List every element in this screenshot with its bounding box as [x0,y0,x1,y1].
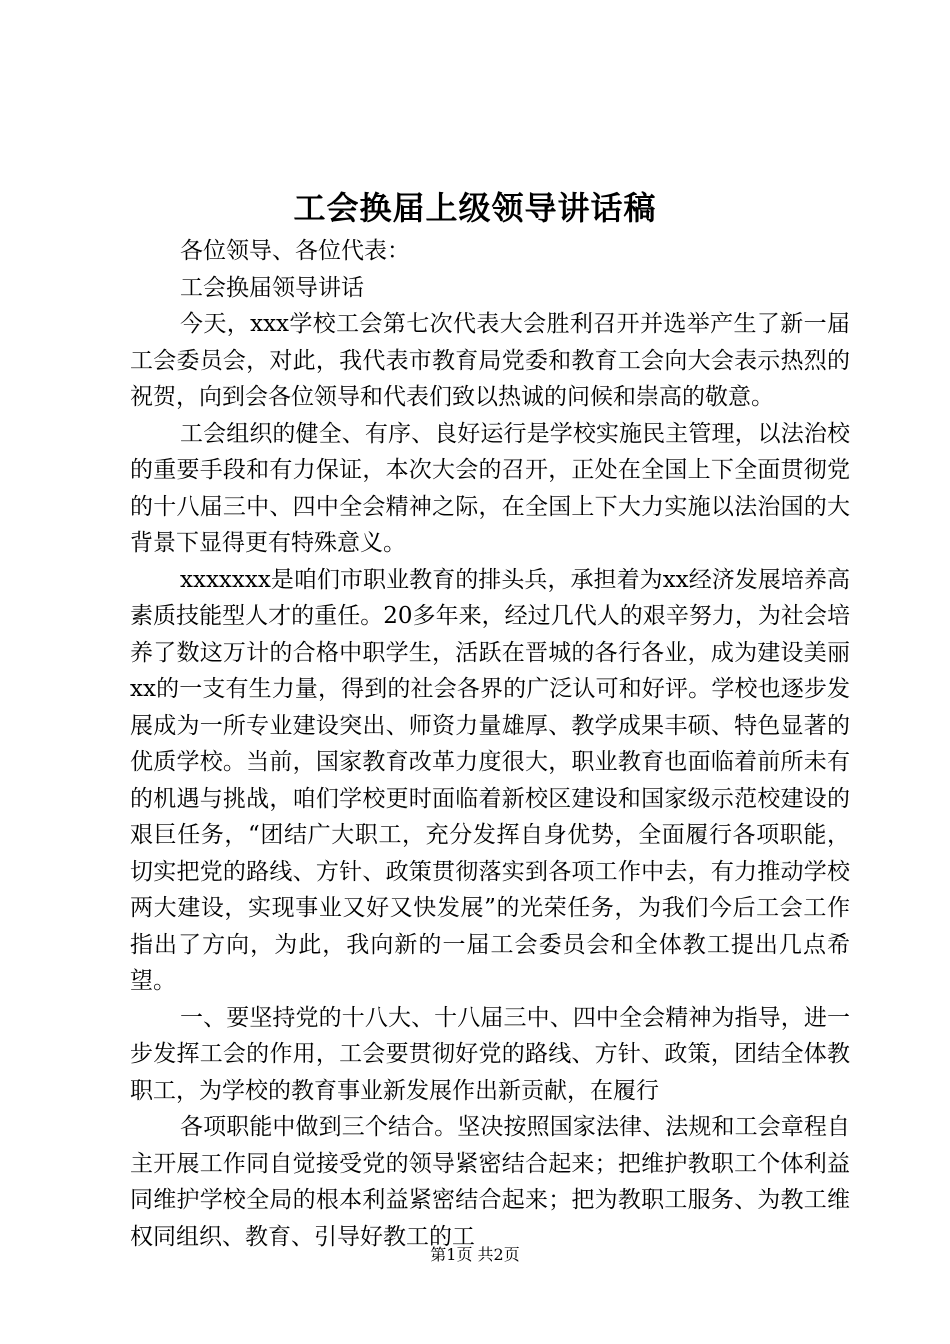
body-paragraph: 今天，xxx学校工会第七次代表大会胜利召开并选举产生了新一届工会委员会，对此，我代表市教育局党委和教育工会向大会表示热烈的祝贺，向到会各位领导和代表们致以热诚的问候和崇高的敬意。 [130,311,850,410]
subtitle-line: 工会换届领导讲话 [180,274,364,301]
body-paragraph: 工会组织的健全、有序、良好运行是学校实施民主管理，以法治校的重要手段和有力保证，本次大会的召开，正处在全国上下全面贯彻党的十八届三中、四中全会精神之际，在全国上下大力实施以法治国的大背景下显得更有特殊意义。 [130,420,850,556]
document-title: 工会换届上级领导讲话稿 [293,189,657,227]
body-paragraph: xxxxxxx是咱们市职业教育的排头兵，承担着为xx经济发展培养高素质技能型人才的重任。20多年来，经过几代人的艰辛努力，为社会培养了数这万计的合格中职学生，活跃在晋城的各行各业，成为建设美丽xx的一支有生力量，得到的社会各界的广泛认可和好评。学校也逐步发展成为一所专业建设突出、师资力量雄厚、教学成果丰硕、特色显著的优质学校。当前，国家教育改革力度很大，职业教育也面临着前所未有的机遇与挑战，咱们学校更时面临着新校区建设和国家级示范校建设的艰巨任务，“团结广大职工，充分发挥自身优势，全面履行各项职能，切实把党的路线、方针、政策贯彻落实到各项工作中去，有力推动学校两大建设，实现事业又好又快发展”的光荣任务，为我们今后工会工作指出了方向，为此，我向新的一届工会委员会和全体教工提出几点希望。 [130,566,850,994]
document-body [130,233,850,1255]
body-paragraph: 各项职能中做到三个结合。坚决按照国家法律、法规和工会章程自主开展工作同自觉接受党的领导紧密结合起来；把维护教职工个体利益同维护学校全局的根本利益紧密结合起来；把为教职工服务、为教工维权同组织、教育、引导好教工的工 [130,1114,850,1250]
body-paragraph: 一、要坚持党的十八大、十八届三中、四中全会精神为指导，进一步发挥工会的作用，工会要贯彻好党的路线、方针、政策，团结全体教职工，为学校的教育事业新发展作出新贡献，在履行 [130,1004,850,1104]
page-footer: 第1页 共2页 [430,1245,520,1264]
salutation: 各位领导、各位代表： [180,238,410,264]
